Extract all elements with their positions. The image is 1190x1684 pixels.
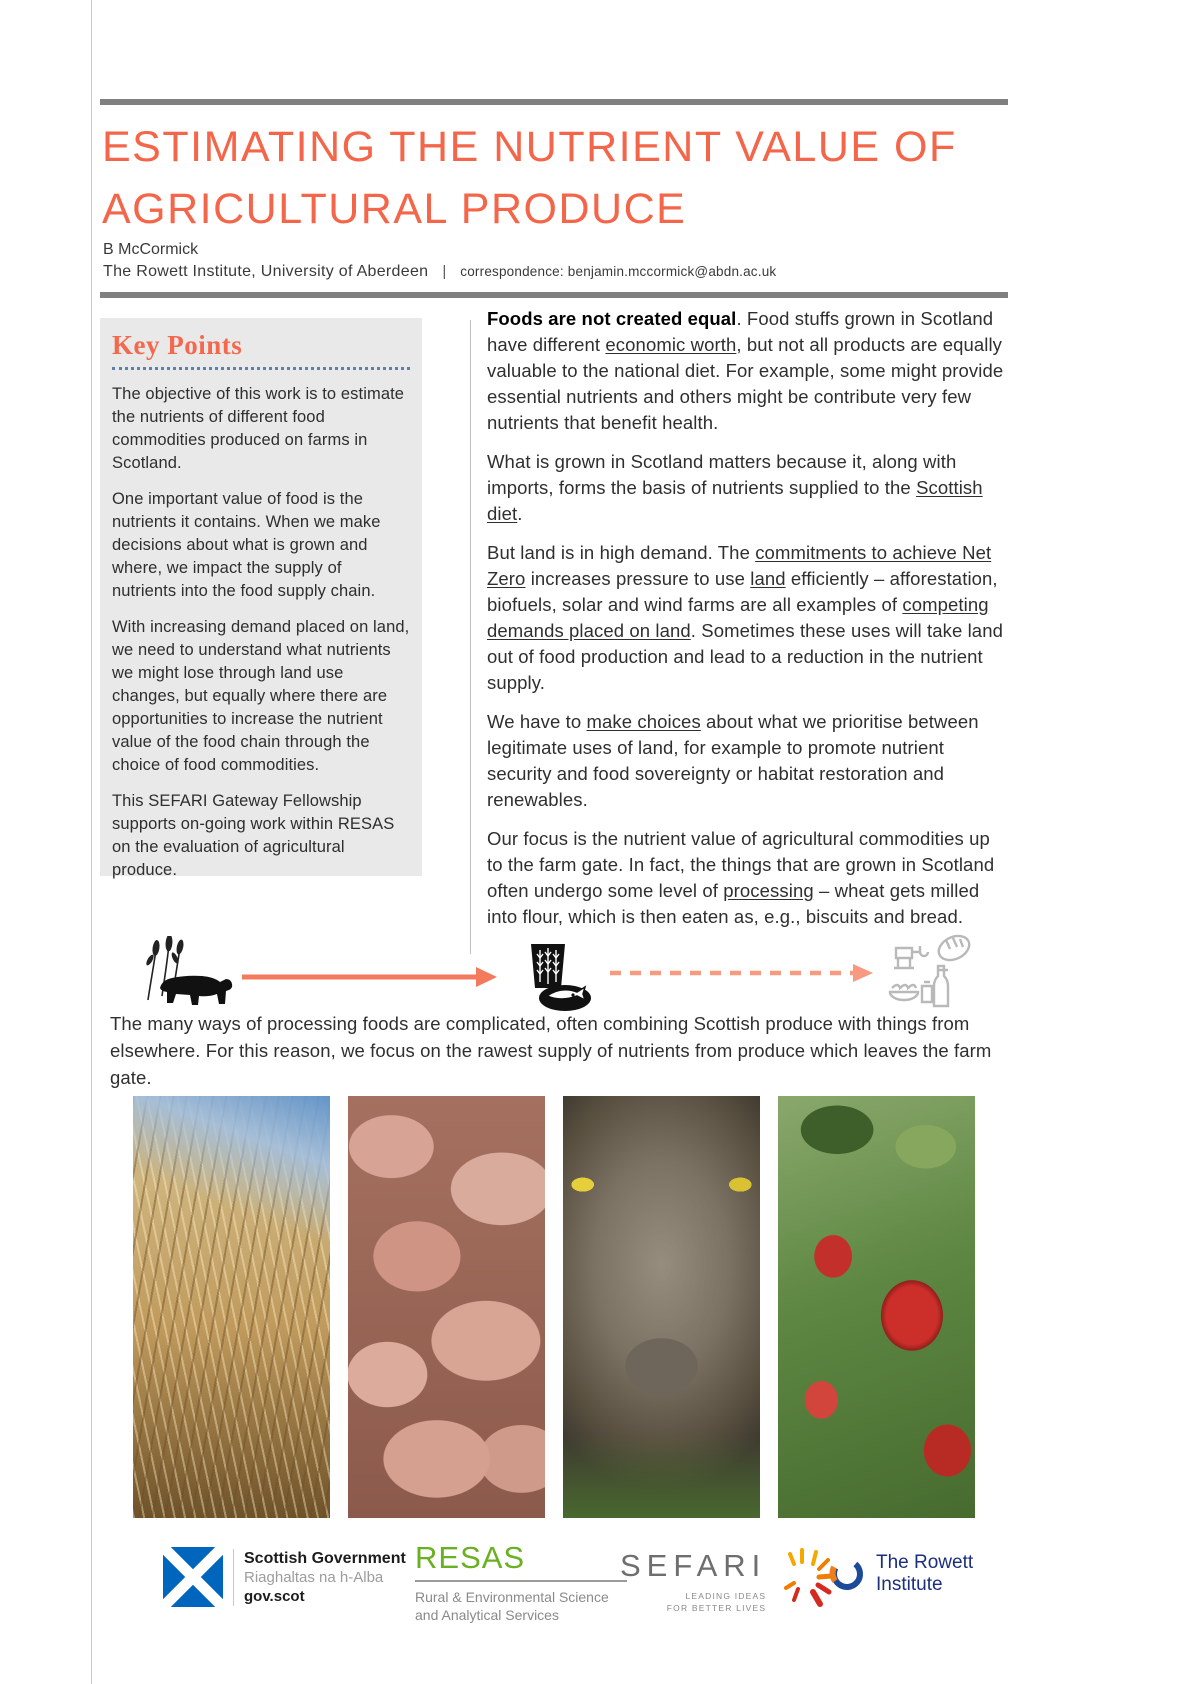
sefari-tagline-1: LEADING IDEAS	[685, 1591, 767, 1601]
inline-link[interactable]: economic worth	[605, 334, 737, 355]
body-text: – wheat gets milled into flour, which is then eaten as, e.g., biscuits and bread.	[487, 880, 980, 927]
scottish-government-logo	[163, 1547, 406, 1607]
key-point-paragraph: The objective of this work is to estimate the nutrients of different food commodities produced on farms in Scotland.	[112, 385, 405, 472]
resas-name: RESAS	[415, 1540, 526, 1575]
title-line-2: AGRICULTURAL PRODUCE	[102, 185, 687, 233]
main-paragraphs	[487, 306, 1008, 930]
resas-sub-line1: Rural & Environmental Science	[415, 1589, 609, 1605]
main-column	[487, 306, 1008, 943]
pipe-separator: |	[442, 263, 447, 280]
key-points-box	[100, 318, 422, 879]
scotgov-url: gov.scot	[244, 1587, 305, 1605]
resas-rule	[415, 1580, 627, 1582]
page-title	[102, 116, 1022, 240]
potatoes-photo	[348, 1096, 545, 1518]
sefari-tagline-2: FOR BETTER LIVES	[666, 1603, 767, 1613]
body-text: Our focus is the nutrient value of agricultural commodities up to the farm gate. In fact, the things that are grown in Scotland often undergo some level of	[487, 828, 995, 901]
body-text: We have to	[487, 711, 587, 732]
author: B McCormick	[103, 241, 199, 258]
body-text: about what we prioritise between legitimate uses of land, for example to promote nutrient security and food sovereignty or habitat restoration and renewables.	[487, 711, 979, 810]
scottish-flag-icon	[163, 1547, 223, 1607]
page-edge-line	[91, 0, 92, 1684]
rowett-institute-logo	[826, 1552, 973, 1596]
inline-link[interactable]: Scottish diet	[487, 477, 983, 524]
inline-link[interactable]: commitments to achieve Net Zero	[487, 542, 992, 589]
body-paragraph	[487, 826, 1008, 930]
key-point-paragraph: This SEFARI Gateway Fellowship supports on-going work within RESAS on the evaluation of agricultural produce.	[112, 792, 395, 879]
key-points-heading: Key Points	[112, 330, 410, 370]
top-divider-bar	[100, 99, 1008, 105]
rowett-line-1: The Rowett	[876, 1552, 974, 1573]
scotgov-gaelic: Riaghaltas na h-Alba	[244, 1568, 384, 1586]
body-paragraph	[487, 449, 1008, 527]
body-text: What is grown in Scotland matters because it, along with imports, forms the basis of nutrients supplied to the	[487, 451, 957, 498]
flow-caption: The many ways of processing foods are complicated, often combining Scottish produce with things from elsewhere. For this reason, we focus on the rawest supply of nutrients from produce which leaves the farm gate.	[110, 1013, 992, 1088]
column-divider-line	[470, 320, 471, 954]
body-paragraph	[487, 306, 1008, 436]
inline-link[interactable]: processing	[723, 880, 814, 901]
body-text: .	[517, 503, 523, 524]
photo-strip	[133, 1096, 975, 1518]
wheat-field-photo	[133, 1096, 330, 1518]
body-paragraph	[487, 709, 1008, 813]
arrow-dashed-icon	[608, 963, 874, 983]
affiliation: The Rowett Institute, University of Aberdeen	[103, 263, 429, 280]
rowett-swirl-icon	[826, 1553, 868, 1595]
body-text: . Sometimes these uses will take land out of food production and lead to a reduction in the nutrient supply.	[487, 620, 1003, 693]
key-point-paragraph: With increasing demand placed on land, we need to understand what nutrients we might lose through land use changes, but equally where there are opportunities to increase the nutrient value of the food chain through the choice of food commodities.	[112, 618, 410, 774]
body-text: . Food stuffs grown in Scotland have different	[487, 308, 994, 355]
arrow-solid-icon	[240, 966, 498, 988]
inline-link[interactable]: land	[750, 568, 786, 589]
key-points-list	[112, 383, 410, 882]
cow-photo	[563, 1096, 760, 1518]
cow-silhouette	[160, 976, 232, 1005]
inline-link[interactable]: competing demands placed on land	[487, 594, 989, 641]
farm-gate-commodities-icon	[513, 938, 597, 1014]
sefari-logo	[620, 1548, 838, 1614]
scotgov-name: Scottish Government	[244, 1549, 406, 1567]
rowett-line-2: Institute	[876, 1574, 943, 1595]
processed-foods-icon	[876, 930, 974, 1016]
body-text: efficiently – afforestation, biofuels, solar and wind farms are all examples of	[487, 568, 998, 615]
body-text: increases pressure to use	[525, 568, 751, 589]
title-line-1: ESTIMATING THE NUTRIENT VALUE OF	[102, 123, 957, 171]
bold-lead-text: Foods are not created equal	[487, 308, 737, 329]
key-point-paragraph: One important value of food is the nutrients it contains. When we make decisions about what is grown and where, we impact the supply of nutrients into the food supply chain.	[112, 490, 381, 600]
strawberries-photo	[778, 1096, 975, 1518]
resas-logo	[415, 1540, 627, 1624]
body-paragraph	[487, 540, 1008, 696]
correspondence-email: correspondence: benjamin.mccormick@abdn.ac.uk	[460, 264, 777, 279]
inline-link[interactable]: make choices	[586, 711, 701, 732]
affiliation-row	[103, 263, 776, 281]
body-text: , but not all products are equally valuable to the national diet. For example, some might provide essential nutrients and others might be contribute very few nutrients that benefit health.	[487, 334, 1004, 433]
body-text: But land is in high demand. The	[487, 542, 756, 563]
sefari-name: SEFARI	[620, 1548, 767, 1583]
resas-sub-line2: and Analytical Services	[415, 1607, 559, 1623]
farm-livestock-icon	[126, 936, 238, 1014]
header-divider-bar	[100, 292, 1008, 298]
